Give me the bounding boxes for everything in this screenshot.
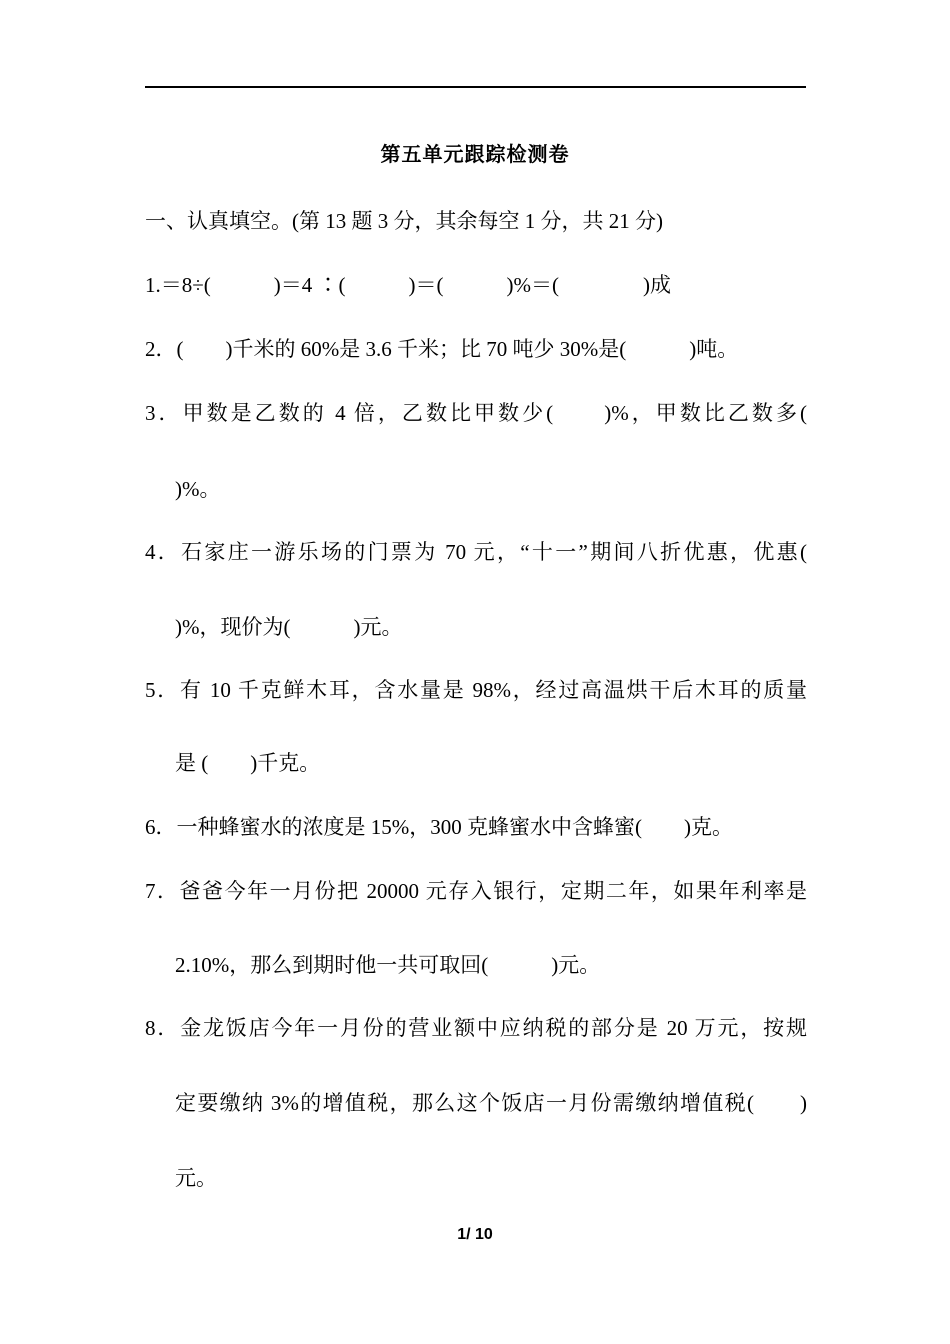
question-7-line-2: 2.10%，那么到期时他一共可取回( )元。	[175, 953, 601, 977]
question-6: 6．一种蜂蜜水的浓度是 15%，300 克蜂蜜水中含蜂蜜( )克。	[145, 815, 733, 839]
page-title: 第五单元跟踪检测卷	[380, 142, 570, 166]
question-7-line-1: 7．爸爸今年一月份把 20000 元存入银行，定期二年，如果年利率是	[145, 879, 807, 903]
question-4-line-2: )%，现价为( )元。	[175, 615, 403, 639]
section-heading: 一、认真填空。(第 13 题 3 分，其余每空 1 分，共 21 分)	[145, 209, 663, 233]
question-3-line-1: 3．甲数是乙数的 4 倍，乙数比甲数少( )%，甲数比乙数多(	[145, 401, 807, 425]
question-8-line-2: 定要缴纳 3%的增值税，那么这个饭店一月份需缴纳增值税( )	[175, 1091, 807, 1115]
question-4-line-1: 4．石家庄一游乐场的门票为 70 元，“十一”期间八折优惠，优惠(	[145, 540, 807, 564]
question-8-line-3: 元。	[175, 1166, 217, 1190]
question-8-line-1: 8．金龙饭店今年一月份的营业额中应纳税的部分是 20 万元，按规	[145, 1016, 807, 1040]
header-rule	[145, 86, 806, 88]
question-1: 1.＝8÷( )＝4 ∶( )＝( )%＝( )成	[145, 273, 671, 297]
question-2: 2．( )千米的 60%是 3.6 千米；比 70 吨少 30%是( )吨。	[145, 337, 739, 361]
question-5-line-1: 5．有 10 千克鲜木耳，含水量是 98%，经过高温烘干后木耳的质量	[145, 678, 807, 702]
question-5-line-2: 是 ( )千克。	[175, 751, 321, 775]
page-number: 1/ 10	[457, 1226, 493, 1243]
question-3-line-2: )%。	[175, 477, 221, 501]
